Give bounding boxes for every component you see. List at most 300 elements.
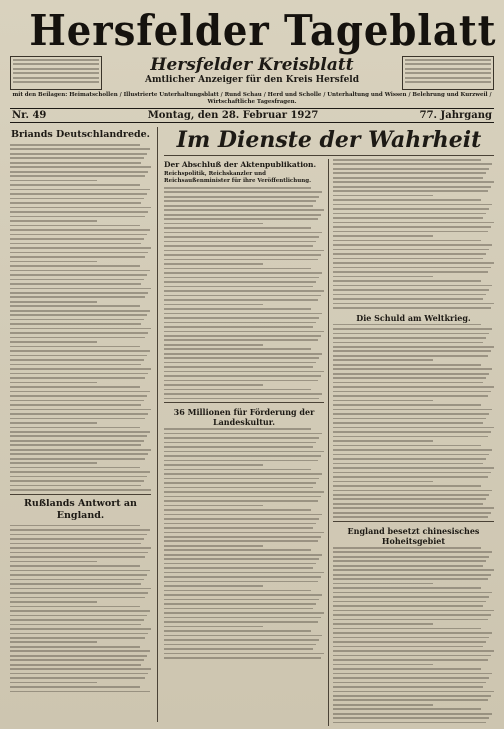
- text-line: [333, 328, 492, 330]
- text-line: [164, 299, 318, 301]
- text-line: [164, 478, 319, 480]
- text-line: [333, 163, 492, 165]
- left-column: [10, 127, 158, 722]
- text-line: [333, 404, 481, 406]
- text-line: [10, 382, 97, 384]
- text-line: [333, 583, 433, 585]
- text-line: [164, 357, 319, 359]
- text-line: [10, 641, 97, 643]
- text-line: [10, 606, 140, 608]
- text-line: [333, 359, 433, 361]
- subheader: [10, 56, 494, 90]
- text-line: [333, 208, 489, 210]
- text-line: [10, 435, 147, 437]
- text-line: [10, 274, 147, 276]
- text-line: [10, 404, 141, 406]
- text-line: [10, 633, 148, 635]
- text-line: [10, 247, 151, 249]
- issue-number: Nr. 49: [12, 110, 47, 121]
- text-line: [164, 532, 324, 534]
- text-line: [333, 454, 489, 456]
- text-line: [164, 558, 319, 560]
- text-line: [164, 223, 263, 225]
- text-line: [333, 324, 481, 326]
- text-line: [10, 458, 145, 460]
- text-line: [333, 235, 433, 237]
- text-line: [10, 148, 150, 150]
- supplements-line: mit den Beilagen: Heimatschollen / Illustrierte Unterhaltungsblatt / Rund Schau / Herd und Scholle / Unterhaltung und Wissen / Belehrung und Kurzweil / Wirtschaftliche Tagesfragen.: [12, 92, 492, 105]
- text-line: [333, 494, 489, 496]
- text-line: [333, 490, 492, 492]
- text-line: [164, 196, 319, 198]
- text-line: [164, 635, 322, 637]
- text-line: [164, 554, 322, 556]
- text-line: [333, 512, 491, 514]
- text-line: [333, 610, 494, 612]
- text-line: [333, 213, 486, 215]
- text-line: [10, 373, 148, 375]
- text-line: [333, 578, 488, 580]
- text-line: [333, 244, 492, 246]
- text-line: [164, 455, 321, 457]
- text-line: [164, 648, 313, 650]
- text-line: [10, 368, 151, 370]
- text-line: [333, 190, 488, 192]
- text-line: [10, 427, 140, 429]
- text-line: [10, 624, 141, 626]
- text-line: [164, 563, 316, 565]
- text-line: [10, 207, 151, 209]
- text-line: [10, 355, 147, 357]
- text-line: [164, 250, 324, 252]
- text-line: [10, 525, 140, 527]
- text-line: [10, 449, 151, 451]
- text-line: [333, 298, 483, 300]
- text-line: [333, 395, 488, 397]
- text-line: [333, 440, 433, 442]
- text-line: [10, 561, 97, 563]
- text-line: [164, 241, 316, 243]
- text-line: [10, 664, 141, 666]
- text-line: [164, 393, 322, 395]
- text-line: [10, 162, 141, 164]
- text-line: [164, 214, 321, 216]
- text-line: [164, 380, 318, 382]
- text-line: [333, 650, 494, 652]
- text-line: [333, 686, 483, 688]
- text-line: [164, 389, 311, 391]
- text-line: [333, 673, 492, 675]
- text-line: [10, 323, 141, 325]
- text-line: [10, 543, 141, 545]
- text-line: [164, 644, 316, 646]
- text-line: [10, 480, 144, 482]
- text-line: [333, 708, 481, 710]
- text-line: [10, 198, 144, 200]
- article-body-briand: [10, 144, 151, 491]
- text-line: [164, 272, 322, 274]
- text-line: [164, 549, 311, 551]
- text-line: [10, 216, 145, 218]
- text-line: [10, 292, 148, 294]
- text-line: [164, 500, 318, 502]
- text-line: [333, 249, 489, 251]
- text-line: [333, 704, 433, 706]
- text-line: [10, 628, 151, 630]
- text-line: [10, 364, 141, 366]
- text-line: [164, 245, 313, 247]
- text-line: [333, 271, 488, 273]
- text-line: [10, 341, 97, 343]
- text-line: [333, 646, 483, 648]
- text-line: [10, 534, 147, 536]
- text-line: [164, 585, 263, 587]
- text-line: [10, 413, 148, 415]
- text-line: [333, 382, 483, 384]
- text-line: [10, 301, 97, 303]
- text-line: [164, 304, 263, 306]
- text-line: [164, 187, 311, 189]
- text-line: [333, 422, 483, 424]
- text-line: [333, 409, 492, 411]
- issue-date: Montag, den 28. Februar 1927: [147, 110, 319, 121]
- text-line: [164, 653, 324, 655]
- text-line: [10, 279, 144, 281]
- text-line: [10, 220, 97, 222]
- text-line: [164, 433, 322, 435]
- text-line: [333, 560, 486, 562]
- text-line: [10, 184, 140, 186]
- text-line: [10, 485, 141, 487]
- text-line: [10, 686, 140, 688]
- text-line: [10, 646, 140, 648]
- text-line: [10, 386, 140, 388]
- text-line: [164, 540, 318, 542]
- text-line: [333, 368, 492, 370]
- text-line: [333, 659, 488, 661]
- text-line: [10, 677, 145, 679]
- article-body-schuld: [333, 324, 494, 518]
- text-line: [10, 283, 141, 285]
- text-line: [164, 518, 319, 520]
- text-line: [10, 422, 97, 424]
- anzeiger-title: Amtlicher Anzeiger für den Kreis Hersfeld: [144, 75, 360, 85]
- text-line: [10, 288, 151, 290]
- text-line: [164, 473, 322, 475]
- text-line: [333, 373, 489, 375]
- text-line: [164, 375, 321, 377]
- text-line: [333, 199, 481, 201]
- text-line: [164, 348, 311, 350]
- text-line: [10, 252, 148, 254]
- kreisblatt-title: Hersfelder Kreisblatt: [150, 55, 354, 75]
- subscription-box-left: [10, 56, 102, 90]
- text-line: [10, 256, 145, 258]
- text-line: [10, 431, 150, 433]
- text-line: [333, 655, 491, 657]
- text-line: [10, 619, 144, 621]
- text-line: [10, 655, 147, 657]
- text-line: [164, 259, 318, 261]
- text-line: [333, 222, 494, 224]
- text-line: [10, 171, 148, 173]
- text-line: [164, 268, 311, 270]
- text-line: [164, 523, 316, 525]
- text-line: [164, 469, 311, 471]
- subcolumn-b: [329, 159, 494, 726]
- text-line: [333, 507, 494, 509]
- text-line: [164, 308, 311, 310]
- text-line: [333, 556, 489, 558]
- text-line: [333, 177, 483, 179]
- text-line: [164, 451, 324, 453]
- text-line: [164, 657, 321, 659]
- text-line: [10, 305, 140, 307]
- text-line: [164, 612, 324, 614]
- article-headline-briand: Briands Deutschlandrede.: [11, 129, 150, 140]
- text-line: [333, 605, 483, 607]
- text-line: [10, 476, 147, 478]
- columns: [10, 127, 494, 722]
- text-line: [10, 682, 97, 684]
- text-line: [333, 695, 491, 697]
- text-line: [164, 232, 322, 234]
- text-line: [164, 630, 311, 632]
- text-line: [333, 337, 486, 339]
- text-line: [164, 277, 319, 279]
- text-line: [10, 673, 148, 675]
- text-line: [164, 626, 263, 628]
- text-line: [10, 659, 144, 661]
- text-line: [164, 322, 316, 324]
- text-line: [333, 713, 492, 715]
- text-line: [333, 623, 433, 625]
- text-line: [10, 175, 145, 177]
- text-line: [333, 614, 491, 616]
- text-line: [333, 377, 486, 379]
- text-line: [333, 258, 483, 260]
- text-line: [10, 238, 144, 240]
- text-line: [164, 491, 324, 493]
- text-line: [164, 590, 311, 592]
- volume: 77. Jahrgang: [419, 110, 492, 121]
- text-line: [333, 601, 486, 603]
- text-line: [164, 290, 324, 292]
- text-line: [333, 569, 494, 571]
- article-headline-russia: Rußlands Antwort an England.: [24, 497, 137, 521]
- text-line: [333, 587, 481, 589]
- text-line: [164, 545, 263, 547]
- article-headline-landeskultur: 36 Millionen für Förderung der Landeskultur.: [173, 407, 315, 428]
- text-line: [10, 579, 144, 581]
- text-line: [164, 335, 321, 337]
- text-line: [333, 333, 489, 335]
- text-line: [10, 328, 151, 330]
- main-subcolumns: [164, 159, 494, 726]
- text-line: [333, 253, 486, 255]
- text-line: [164, 366, 313, 368]
- text-line: [164, 437, 319, 439]
- text-line: [10, 270, 150, 272]
- text-line: [10, 157, 144, 159]
- text-line: [10, 211, 148, 213]
- text-line: [333, 682, 486, 684]
- text-line: [164, 536, 321, 538]
- text-line: [333, 637, 489, 639]
- text-line: [164, 599, 319, 601]
- text-line: [333, 285, 492, 287]
- text-line: [333, 294, 486, 296]
- text-line: [10, 592, 148, 594]
- text-line: [333, 481, 433, 483]
- text-line: [164, 281, 316, 283]
- text-line: [333, 226, 491, 228]
- text-line: [10, 395, 147, 397]
- text-line: [164, 487, 313, 489]
- text-line: [10, 444, 141, 446]
- text-line: [164, 482, 316, 484]
- text-line: [164, 567, 313, 569]
- text-line: [164, 621, 318, 623]
- text-line: [164, 509, 311, 511]
- dateline: [10, 108, 494, 123]
- text-line: [10, 400, 144, 402]
- text-line: [333, 276, 433, 278]
- text-line: [164, 608, 313, 610]
- text-line: [164, 527, 313, 529]
- text-line: [333, 476, 488, 478]
- text-line: [10, 261, 97, 263]
- text-line: [164, 594, 322, 596]
- text-line: [333, 400, 433, 402]
- text-line: [333, 217, 483, 219]
- text-line: [164, 514, 322, 516]
- text-line: [333, 458, 486, 460]
- text-line: [10, 529, 150, 531]
- text-line: [164, 442, 316, 444]
- main-headline: Im Dienste der Wahrheit: [164, 127, 494, 156]
- text-line: [10, 391, 150, 393]
- text-line: [10, 332, 148, 334]
- text-line: [10, 547, 151, 549]
- text-line: [333, 628, 481, 630]
- text-line: [164, 313, 322, 315]
- text-line: [164, 581, 318, 583]
- subheader-center: [102, 56, 402, 86]
- article-body-landeskultur: [164, 428, 324, 658]
- text-line: [10, 489, 151, 491]
- text-line: [333, 267, 491, 269]
- text-line: [333, 195, 433, 197]
- text-line: [10, 583, 141, 585]
- text-line: [10, 570, 150, 572]
- text-line: [10, 610, 150, 612]
- text-line: [333, 699, 488, 701]
- text-line: [333, 722, 486, 724]
- text-line: [10, 471, 150, 473]
- text-line: [164, 326, 313, 328]
- text-line: [333, 355, 488, 357]
- text-line: [10, 440, 144, 442]
- text-line: [10, 346, 140, 348]
- text-line: [333, 565, 483, 567]
- text-line: [333, 168, 489, 170]
- text-line: [164, 428, 311, 430]
- text-line: [333, 547, 481, 549]
- text-line: [333, 280, 481, 282]
- text-line: [333, 427, 494, 429]
- subcolumn-a: [164, 159, 329, 726]
- text-line: [333, 472, 491, 474]
- text-line: [10, 409, 151, 411]
- text-line: [10, 467, 140, 469]
- text-line: [10, 225, 140, 227]
- text-line: [164, 263, 263, 265]
- text-line: [333, 159, 481, 161]
- text-line: [10, 377, 145, 379]
- text-line: [333, 664, 433, 666]
- text-line: [333, 262, 494, 264]
- text-line: [10, 552, 148, 554]
- text-line: [333, 485, 481, 487]
- text-line: [10, 202, 141, 204]
- text-line: [333, 467, 494, 469]
- text-line: [10, 588, 151, 590]
- text-line: [333, 677, 489, 679]
- text-line: [164, 446, 313, 448]
- text-line: [10, 359, 144, 361]
- text-line: [333, 632, 492, 634]
- subscription-box-right: [402, 56, 494, 90]
- main-column: [158, 127, 494, 722]
- text-line: [10, 597, 145, 599]
- text-line: [10, 310, 150, 312]
- text-line: [333, 516, 488, 518]
- text-line: [333, 463, 483, 465]
- article-body-england-china: [333, 547, 494, 723]
- text-line: [10, 637, 145, 639]
- article-body-akten: [164, 187, 324, 399]
- text-line: [333, 386, 494, 388]
- text-line: [333, 717, 489, 719]
- text-line: [10, 180, 97, 182]
- text-line: [333, 413, 489, 415]
- text-line: [333, 231, 488, 233]
- text-line: [10, 418, 145, 420]
- article-headline-akten: Der Abschluß der Aktenpublikation.: [164, 160, 317, 169]
- text-line: [333, 364, 481, 366]
- text-line: [164, 464, 263, 466]
- article-body-wahrheit: [333, 159, 494, 309]
- text-line: [333, 289, 489, 291]
- text-line: [10, 229, 150, 231]
- text-line: [10, 319, 144, 321]
- text-line: [10, 350, 150, 352]
- text-line: [164, 617, 321, 619]
- text-line: [333, 204, 492, 206]
- text-line: [164, 205, 313, 207]
- text-line: [333, 503, 483, 505]
- text-line: [10, 668, 151, 670]
- text-line: [164, 339, 318, 341]
- text-line: [333, 445, 481, 447]
- text-line: [164, 353, 322, 355]
- text-line: [333, 431, 491, 433]
- text-line: [333, 303, 494, 305]
- article-headline-schuld: Die Schuld am Weltkrieg.: [356, 312, 471, 323]
- text-line: [333, 668, 481, 670]
- text-line: [333, 574, 491, 576]
